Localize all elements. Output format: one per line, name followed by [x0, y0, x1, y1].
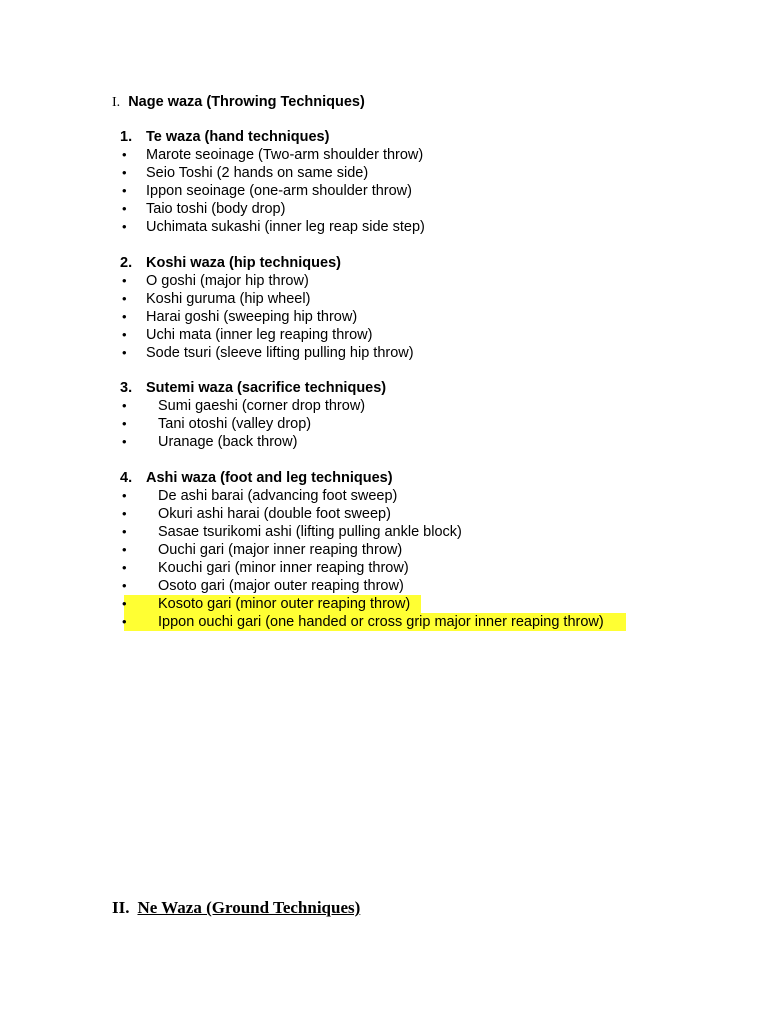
bullet-icon: •	[122, 201, 127, 216]
list-item-text: Taio toshi (body drop)	[146, 201, 286, 217]
bullet-icon: •	[122, 560, 127, 575]
list-item-highlighted	[120, 613, 680, 631]
list-item-text: Uranage (back throw)	[158, 434, 298, 450]
bullet-icon: •	[122, 614, 127, 629]
bullet-icon: •	[122, 345, 127, 360]
list-item	[120, 182, 680, 200]
list-item	[120, 272, 680, 290]
bullet-icon: •	[122, 183, 127, 198]
bullet-icon: •	[122, 309, 127, 324]
list-item	[120, 200, 680, 218]
bullet-icon: •	[122, 506, 127, 521]
section-one-heading	[112, 94, 365, 111]
list-item-text: Uchi mata (inner leg reaping throw)	[146, 327, 373, 343]
subsection-heading	[120, 128, 680, 146]
list-item	[120, 164, 680, 182]
subsection-number: 3.	[120, 380, 133, 396]
list-item	[120, 326, 680, 344]
bullet-icon: •	[122, 596, 127, 611]
subsection-heading	[120, 379, 680, 397]
list-item-text: Okuri ashi harai (double foot sweep)	[158, 506, 391, 522]
list-item	[120, 559, 680, 577]
list-item-text: Ippon seoinage (one-arm shoulder throw)	[146, 183, 412, 199]
list-item-text: Koshi guruma (hip wheel)	[146, 291, 311, 307]
section-two-numeral: II.	[112, 898, 130, 917]
bullet-icon: •	[122, 273, 127, 288]
list-item	[120, 218, 680, 236]
list-item	[120, 433, 680, 451]
list-item	[120, 415, 680, 433]
list-item	[120, 308, 680, 326]
list-item	[120, 146, 680, 164]
list-item-text: Uchimata sukashi (inner leg reap side step)	[146, 219, 425, 235]
list-item-text: Tani otoshi (valley drop)	[158, 416, 312, 432]
subsection-sutemi-waza	[120, 379, 680, 451]
subsection-heading	[120, 254, 680, 272]
list-item	[120, 344, 680, 362]
bullet-icon: •	[122, 219, 127, 234]
list-item	[120, 577, 680, 595]
list-item-text: O goshi (major hip throw)	[146, 273, 309, 289]
subsection-title: Sutemi waza (sacrifice techniques)	[146, 380, 387, 396]
list-item	[120, 523, 680, 541]
bullet-icon: •	[122, 578, 127, 593]
bullet-icon: •	[122, 488, 127, 503]
list-item-text: Kouchi gari (minor inner reaping throw)	[158, 560, 409, 576]
list-item	[120, 487, 680, 505]
list-item-text: Seio Toshi (2 hands on same side)	[146, 165, 369, 181]
list-item	[120, 541, 680, 559]
list-item-text: Ippon ouchi gari (one handed or cross grip major inner reaping throw)	[158, 614, 604, 630]
bullet-icon: •	[122, 147, 127, 162]
list-item-text: Osoto gari (major outer reaping throw)	[158, 578, 404, 594]
subsection-number: 1.	[120, 129, 133, 145]
subsection-te-waza	[120, 128, 680, 236]
list-item-text: Ouchi gari (major inner reaping throw)	[158, 542, 403, 558]
section-two-title: Ne Waza (Ground Techniques)	[137, 898, 361, 917]
bullet-icon: •	[122, 524, 127, 539]
list-item-text: Marote seoinage (Two-arm shoulder throw)	[146, 147, 424, 163]
list-item-highlighted	[120, 595, 680, 613]
bullet-icon: •	[122, 398, 127, 413]
subsection-title: Koshi waza (hip techniques)	[146, 255, 341, 271]
subsection-ashi-waza	[120, 469, 680, 631]
list-item-text: De ashi barai (advancing foot sweep)	[158, 488, 398, 504]
list-item	[120, 505, 680, 523]
list-item-text: Sumi gaeshi (corner drop throw)	[158, 398, 366, 414]
bullet-icon: •	[122, 416, 127, 431]
section-one-numeral: I.	[112, 95, 121, 110]
subsection-koshi-waza	[120, 254, 680, 362]
list-item-text: Kosoto gari (minor outer reaping throw)	[158, 596, 411, 612]
subsection-number: 4.	[120, 470, 133, 486]
bullet-icon: •	[122, 327, 127, 342]
bullet-icon: •	[122, 291, 127, 306]
section-two-heading	[112, 898, 360, 918]
list-item	[120, 397, 680, 415]
list-item-text: Sode tsuri (sleeve lifting pulling hip throw)	[146, 345, 414, 361]
bullet-icon: •	[122, 165, 127, 180]
section-one-title: Nage waza (Throwing Techniques)	[128, 94, 365, 110]
list-item-text: Harai goshi (sweeping hip throw)	[146, 309, 358, 325]
bullet-icon: •	[122, 434, 127, 449]
subsection-number: 2.	[120, 255, 133, 271]
subsection-title: Te waza (hand techniques)	[146, 129, 330, 145]
subsection-heading	[120, 469, 680, 487]
list-item	[120, 290, 680, 308]
subsection-title: Ashi waza (foot and leg techniques)	[146, 470, 393, 486]
list-item-text: Sasae tsurikomi ashi (lifting pulling ankle block)	[158, 524, 462, 540]
bullet-icon: •	[122, 542, 127, 557]
